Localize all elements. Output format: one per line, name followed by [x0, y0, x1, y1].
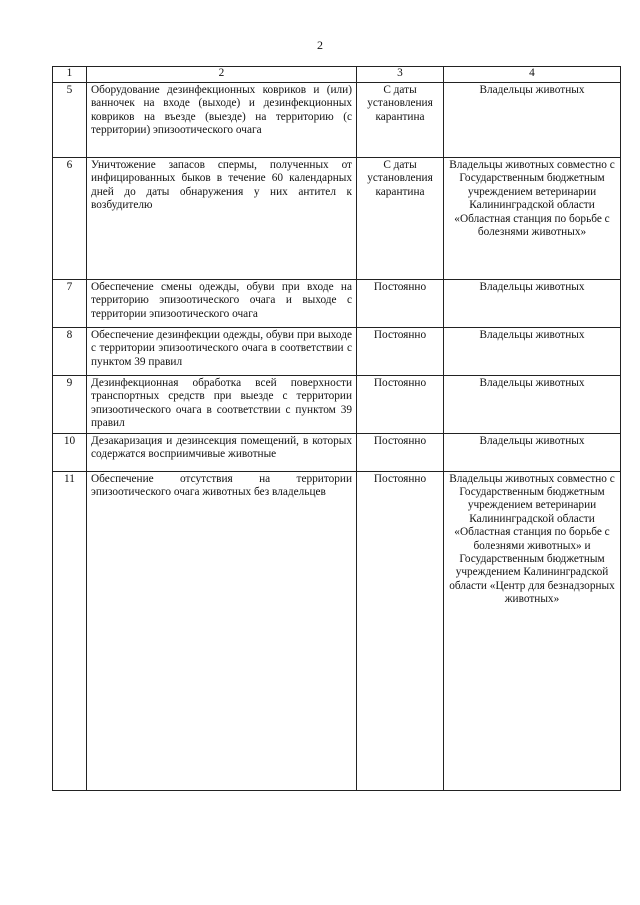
executor-cell: Владельцы животных: [444, 280, 621, 328]
table-row: [53, 83, 621, 158]
table-row: [53, 376, 621, 434]
row-number: 11: [53, 471, 87, 790]
row-number: 6: [53, 158, 87, 280]
executor-cell: Владельцы животных совместно с Государственным бюджетным учреждением ветеринарии Калининградской области «Областная станция по борьбе с болезнями животных»: [444, 158, 621, 280]
header-row: [53, 67, 621, 83]
start-cell: С даты установления карантина: [357, 83, 444, 158]
row-number: 8: [53, 328, 87, 376]
row-number: 10: [53, 433, 87, 471]
executor-cell: Владельцы животных: [444, 433, 621, 471]
start-cell: Постоянно: [357, 471, 444, 790]
table-row: [53, 433, 621, 471]
page-number: 2: [317, 38, 323, 52]
row-number: 7: [53, 280, 87, 328]
column-header-2: 2: [87, 67, 357, 83]
column-header-4: 4: [444, 67, 621, 83]
measure-cell: Обеспечение смены одежды, обуви при входе на территорию эпизоотического очага и выходе с территории эпизоотического очага: [87, 280, 357, 328]
table-row: [53, 328, 621, 376]
measure-cell: Обеспечение отсутствия на территории эпизоотического очага животных без владельцев: [87, 471, 357, 790]
table-header: [53, 67, 621, 83]
executor-cell: Владельцы животных: [444, 328, 621, 376]
executor-cell: Владельцы животных: [444, 376, 621, 434]
measures-table: [52, 66, 621, 791]
executor-cell: Владельцы животных совместно с Государственным бюджетным учреждением ветеринарии Калининградской области «Областная станция по борьбе с болезнями животных» и Государственным бюджетным учреждением Калининградской области «Центр для безнадзорных животных»: [444, 471, 621, 790]
start-cell: Постоянно: [357, 376, 444, 434]
measure-cell: Оборудование дезинфекционных ковриков и (или) ванночек на входе (выходе) и дезинфекционных ковриков на въезде (выезде) на территорию (с территории) эпизоотического очага: [87, 83, 357, 158]
column-header-1: 1: [53, 67, 87, 83]
start-cell: Постоянно: [357, 433, 444, 471]
start-cell: Постоянно: [357, 328, 444, 376]
table-row: [53, 280, 621, 328]
measure-cell: Дезакаризация и дезинсекция помещений, в которых содержатся восприимчивые животные: [87, 433, 357, 471]
measure-cell: Дезинфекционная обработка всей поверхности транспортных средств при выезде с территории эпизоотического очага в соответствии с пунктом 39 правил: [87, 376, 357, 434]
row-number: 5: [53, 83, 87, 158]
start-cell: Постоянно: [357, 280, 444, 328]
table-row: [53, 471, 621, 790]
measure-cell: Уничтожение запасов спермы, полученных от инфицированных быков в течение 60 календарных дней до даты обнаружения у них антител к возбудителю: [87, 158, 357, 280]
start-cell: С даты установления карантина: [357, 158, 444, 280]
column-header-3: 3: [357, 67, 444, 83]
executor-cell: Владельцы животных: [444, 83, 621, 158]
row-number: 9: [53, 376, 87, 434]
measure-cell: Обеспечение дезинфекции одежды, обуви при выходе с территории эпизоотического очага в соответствии с пунктом 39 правил: [87, 328, 357, 376]
table-body: [53, 83, 621, 791]
table-row: [53, 158, 621, 280]
